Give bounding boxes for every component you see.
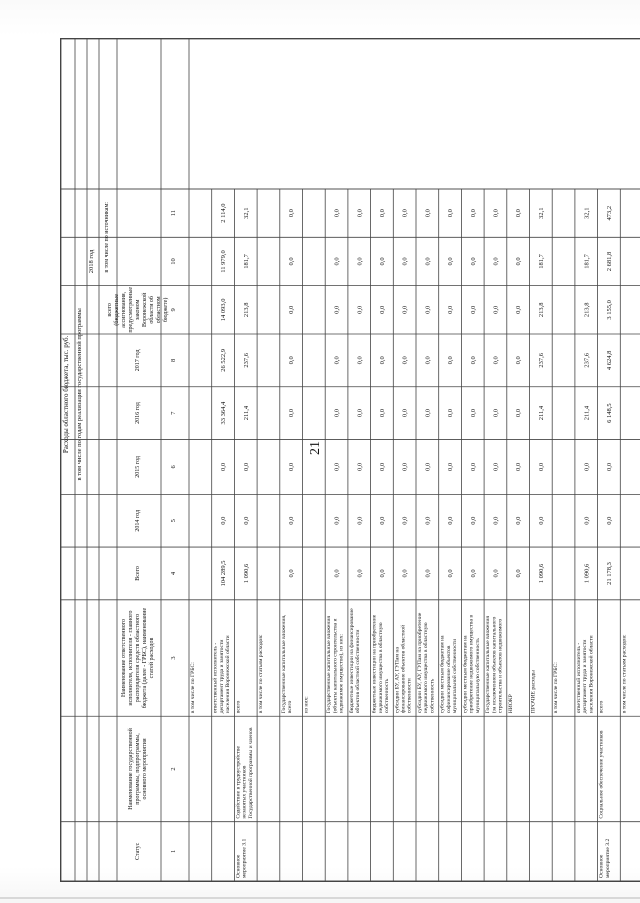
table-cell-col-5: 0,0	[242, 516, 250, 525]
table-row	[508, 209, 522, 713]
table-row	[212, 204, 231, 714]
table-row	[485, 209, 503, 713]
table-cell-col-5: 0,0	[378, 516, 386, 525]
table-cell-col-8: 26 522,9	[220, 348, 228, 372]
table-row	[598, 206, 613, 878]
table-cell-col-5: 0,0	[515, 516, 523, 525]
table-row	[553, 662, 559, 713]
table-row	[439, 209, 458, 713]
table-cell-col-6: 0,0	[288, 462, 296, 471]
table-cell-col-5: 0,0	[605, 516, 613, 525]
expenditure-table	[60, 38, 640, 882]
table-cell-col-8: 237,6	[537, 353, 545, 368]
table-cell-col-10: 0,0	[469, 257, 477, 266]
header-sources: в том числе по источникам:	[104, 202, 110, 273]
table-cell-col-11: 0,0	[333, 209, 341, 218]
column-number-10: 10	[170, 258, 177, 265]
column-header-3: исполнителя, исполнителя - главного	[128, 610, 134, 706]
column-header-3: Наименование ответственного	[121, 618, 127, 698]
table-cell-col-3: субсидии БУ, АУ, ГУПам на приобретениенедвижимого имущества в областнуюсобственность	[417, 612, 436, 714]
table-cell-col-3: субсидии местным бюджетам наприобретение недвижимого имущества вмуниципальную собственность	[462, 615, 481, 714]
table-cell-col-7: 211,4	[242, 405, 250, 421]
table-cell-col-6: 0,0	[333, 462, 341, 471]
column-header-9: законом	[135, 299, 141, 321]
table-cell-col-11: 32,1	[583, 207, 591, 219]
scan-edge	[0, 897, 640, 899]
table-cell-col-10: 181,7	[537, 254, 545, 269]
table-cell-col-8: 0,0	[401, 356, 409, 365]
table-cell-col-1: Основноемероприятие 3.2	[598, 838, 611, 878]
table-cell-col-3: ответственный исполнитель -департамент труда и занятостинаселения Воронежской области	[212, 635, 232, 714]
table-cell-col-7: 0,0	[356, 409, 364, 418]
table-cell-col-9: 0,0	[469, 305, 477, 314]
table-cell-col-1: Основноемероприятие 3.1	[235, 838, 248, 878]
table-cell-col-3: Государственные капитальные вложения,всего	[280, 614, 293, 714]
table-cell-col-10: 0,0	[424, 257, 432, 266]
table-cell-col-3: бюджетные инвестиции на финансированиеобъектов областной собственности	[348, 608, 362, 714]
column-number-2: 2	[170, 767, 177, 771]
table-cell-col-11: 2 114,0	[220, 203, 228, 223]
table-cell-col-8: 0,0	[469, 356, 477, 365]
table-cell-col-4: 0,0	[515, 569, 523, 578]
table-cell-col-11: 0,0	[447, 209, 455, 218]
table-cell-col-5: 0,0	[583, 516, 591, 525]
table-cell-col-9: 213,8	[242, 302, 250, 318]
column-number-9: 9	[170, 308, 177, 312]
table-cell-col-11: 0,0	[469, 209, 477, 218]
table-cell-col-3: в том числе по статьям расходов:	[258, 634, 265, 714]
column-header-9: областном	[156, 296, 162, 324]
table-cell-col-10: 0,0	[447, 257, 455, 266]
header-years: в том числе по годам реализации государственной программы	[76, 308, 83, 481]
column-header-3: распорядителя средств областного	[135, 613, 141, 703]
table-cell-col-6: 0,0	[424, 462, 432, 471]
table-cell-col-4: 1 090,6	[242, 563, 250, 584]
table-cell-col-4: 0,0	[447, 569, 455, 578]
table-cell-col-3: Государственные капитальные вложения(за исключением объектов капитальногостроительства и объектов недвижимого	[485, 616, 504, 714]
table-cell-col-7: 0,0	[288, 409, 296, 418]
table-cell-col-7: 0,0	[515, 409, 523, 418]
table-cell-col-9: 3 155,0	[605, 300, 613, 320]
column-header-2: программы, подпрограммы,	[135, 733, 141, 805]
table-cell-col-5: 0,0	[220, 516, 228, 525]
table-cell-col-9: 0,0	[333, 305, 341, 314]
column-number-4: 4	[170, 571, 177, 576]
column-header-9: (бюджетные	[114, 294, 120, 326]
table-cell-col-6: 0,0	[447, 462, 455, 471]
table-cell-col-4: 0,0	[492, 569, 500, 578]
table-cell-col-5: 0,0	[492, 516, 500, 525]
table-cell-col-9: 0,0	[288, 305, 296, 314]
table-cell-col-4: 0,0	[333, 569, 341, 578]
table-cell-col-7: 0,0	[378, 409, 386, 418]
table-cell-col-11: 473,2	[605, 205, 613, 221]
column-header-2: основного мероприятия	[142, 738, 148, 800]
table-cell-col-10: 0,0	[401, 257, 409, 266]
table-cell-col-6: 0,0	[469, 462, 477, 471]
table-cell-col-4: 1 090,6	[583, 563, 591, 584]
table-cell-col-6: 0,0	[242, 462, 250, 471]
table-row	[531, 207, 545, 713]
table-cell-col-8: 0,0	[356, 356, 364, 365]
table-cell-col-9: 0,0	[447, 305, 455, 314]
table-cell-col-8: 0,0	[447, 356, 455, 365]
table-cell-col-4: 0,0	[288, 569, 296, 578]
table-cell-col-11: 0,0	[401, 209, 409, 218]
table-cell-col-3: в том числе по ГРБС:	[190, 662, 196, 714]
table-cell-col-9: 213,8	[583, 302, 591, 318]
column-header-3: статей расходов	[149, 637, 155, 679]
table-cell-col-8: 0,0	[492, 356, 500, 365]
table-cell-col-3: субсидии местным бюджетам насофинансирование объектовмуниципальной собственности	[439, 635, 459, 714]
table-cell-col-4: 1 090,6	[537, 563, 545, 584]
column-header-9: предусмотренные	[128, 286, 134, 333]
table-cell-col-6: 0,0	[220, 462, 228, 471]
table-cell-col-8: 237,6	[583, 353, 591, 368]
table-cell-col-2: Содействие в трудоустройственезанятых участниковГосударственной программы и членов	[235, 727, 254, 819]
table-cell-col-8: 4 624,8	[605, 350, 613, 371]
table-cell-col-3: ответственный исполнитель -департамент труда и занятостинаселения Воронежской области	[575, 635, 595, 714]
table-cell-col-6: 0,0	[583, 462, 591, 471]
table-cell-col-3: из них:	[303, 696, 310, 714]
column-number-11: 11	[170, 210, 177, 217]
table-cell-col-7: 33 364,4	[220, 401, 228, 425]
column-number-7: 7	[170, 411, 177, 415]
table-row	[326, 209, 344, 713]
table-cell-col-4: 104 289,5	[220, 560, 228, 587]
table-cell-col-7: 0,0	[424, 409, 432, 418]
table-cell-col-9: 0,0	[515, 305, 523, 314]
table-cell-col-6: 0,0	[515, 462, 523, 471]
table-cell-col-9: 213,8	[537, 302, 545, 318]
table-cell-col-2: Социальное обеспечение участников	[598, 730, 605, 819]
table-cell-col-4: 0,0	[378, 569, 386, 578]
table-cell-col-7: 211,4	[537, 405, 545, 421]
table-cell-col-7: 211,4	[583, 405, 591, 421]
table-cell-col-3: всего	[598, 700, 605, 714]
table-cell-col-4: 21 178,3	[605, 562, 613, 585]
table-cell-col-8: 237,6	[242, 353, 250, 368]
table-cell-col-10: 181,7	[583, 254, 591, 269]
table-cell-col-5: 0,0	[447, 516, 455, 525]
table-cell-col-9: 14 093,0	[220, 298, 228, 322]
header-2018: 2018 год	[88, 249, 95, 274]
column-header-4: Всего	[135, 566, 141, 581]
column-header-7: 2016 год	[135, 402, 141, 424]
table-cell-col-9: 0,0	[492, 305, 500, 314]
table-cell-col-5: 0,0	[333, 516, 341, 525]
table-cell-col-11: 0,0	[424, 209, 432, 218]
table-cell-col-6: 0,0	[356, 462, 364, 471]
table-cell-col-11: 0,0	[515, 209, 523, 218]
column-header-6: 2015 год	[135, 456, 141, 478]
table-cell-col-6: 0,0	[492, 462, 500, 471]
table-cell-col-3: бюджетные инвестиции на приобретениенедвижимого имущества в областнуюсобственность	[371, 614, 390, 714]
table-cell-col-7: 6 148,5	[605, 403, 613, 423]
column-number-6: 6	[170, 465, 177, 469]
column-header-9: Воронежской	[142, 292, 148, 328]
table-cell-col-9: 0,0	[356, 305, 364, 314]
table-cell-col-6: 0,0	[537, 462, 545, 471]
table-cell-col-7: 0,0	[469, 409, 477, 418]
table-cell-col-10: 0,0	[515, 257, 523, 266]
table-row	[258, 634, 264, 713]
table-cell-col-6: 0,0	[605, 462, 613, 471]
table-cell-col-10: 0,0	[356, 257, 364, 266]
table-cell-col-10: 0,0	[288, 257, 296, 266]
table-row	[461, 209, 480, 713]
table-row	[371, 209, 390, 713]
table-cell-col-3: всего	[235, 700, 242, 714]
table-cell-col-11: 32,1	[537, 207, 545, 219]
table-cell-col-3: НИОКР	[507, 694, 514, 714]
table-cell-col-3: ПРОЧИЕ расходы	[530, 670, 537, 714]
rotated-table-svg	[61, 39, 640, 881]
table-row	[575, 207, 594, 713]
page-number: 21	[308, 441, 323, 455]
table-cell-col-4: 0,0	[424, 569, 432, 578]
table-cell-col-4: 0,0	[356, 569, 364, 578]
table-row	[281, 209, 295, 713]
table-cell-col-10: 11 979,0	[220, 250, 228, 273]
table-row	[393, 209, 412, 713]
table-cell-col-5: 0,0	[288, 516, 296, 525]
table-cell-col-11: 0,0	[288, 209, 296, 218]
column-number-8: 8	[170, 358, 177, 362]
table-row	[304, 696, 310, 713]
table-cell-col-10: 0,0	[333, 257, 341, 266]
column-header-9: бюджете)	[163, 297, 169, 322]
table-cell-col-10: 0,0	[492, 257, 500, 266]
table-cell-col-8: 0,0	[424, 356, 432, 365]
header-main: Расходы областного бюджета, тыс. руб.	[62, 335, 70, 454]
column-header-9: области об	[149, 296, 155, 324]
table-cell-col-5: 0,0	[424, 516, 432, 525]
table-cell-col-3: Государственные капитальные вложения(объекты капитального строительства инедвижимое имущество), из них:	[326, 616, 345, 714]
table-cell-col-10: 181,7	[242, 254, 250, 269]
table-cell-col-3: субсидии БУ, АУ, ГУПам нафинансирование объектов областнойсобственности	[394, 624, 413, 714]
table-cell-col-8: 0,0	[515, 356, 523, 365]
table-cell-col-7: 0,0	[333, 409, 341, 418]
column-header-1: Статус	[135, 842, 141, 861]
table-cell-col-8: 0,0	[378, 356, 386, 365]
table-cell-col-11: 32,1	[242, 207, 250, 219]
column-header-9: всего	[107, 303, 113, 317]
table-cell-col-7: 0,0	[401, 409, 409, 418]
table-cell-col-11: 0,0	[356, 209, 364, 218]
table-cell-col-5: 0,0	[469, 516, 477, 525]
table-cell-col-8: 0,0	[288, 356, 296, 365]
table-cell-col-5: 0,0	[401, 516, 409, 525]
table-cell-col-10: 0,0	[378, 257, 386, 266]
table-cell-col-7: 0,0	[492, 409, 500, 418]
table-cell-col-9: 0,0	[378, 305, 386, 314]
column-number-5: 5	[170, 519, 177, 523]
column-number-1: 1	[170, 849, 177, 853]
column-header-8: 2017 год	[135, 349, 141, 372]
table-cell-col-9: 0,0	[401, 305, 409, 314]
table-cell-col-7: 0,0	[447, 409, 455, 418]
table-row	[234, 207, 253, 878]
table-cell-col-3: в том числе по статьям расходов:	[621, 634, 628, 714]
column-header-5: 2014 год	[135, 509, 141, 532]
table-cell-col-3: в том числе по ГРБС:	[553, 662, 560, 714]
table-row	[621, 634, 627, 713]
column-header-9: ассигнования,	[121, 291, 127, 328]
table-cell-col-9: 0,0	[424, 305, 432, 314]
column-header-2: Наименование государственной	[128, 728, 134, 810]
table-cell-col-4: 0,0	[401, 569, 409, 578]
table-cell-col-11: 0,0	[492, 209, 500, 218]
table-row	[190, 662, 196, 713]
table-cell-col-8: 0,0	[333, 356, 341, 365]
table-cell-col-11: 0,0	[378, 209, 386, 218]
table-cell-col-4: 0,0	[469, 569, 477, 578]
table-row	[416, 209, 435, 713]
table-cell-col-5: 0,0	[356, 516, 364, 525]
table-row	[348, 209, 363, 713]
column-header-3: бюджета (далее - ГРБС), наименование	[142, 607, 148, 709]
table-cell-col-10: 2 681,8	[605, 251, 613, 272]
table-cell-col-6: 0,0	[378, 462, 386, 471]
column-number-3: 3	[170, 656, 177, 660]
table-cell-col-6: 0,0	[401, 462, 409, 471]
table-cell-col-5: 0,0	[537, 516, 545, 525]
